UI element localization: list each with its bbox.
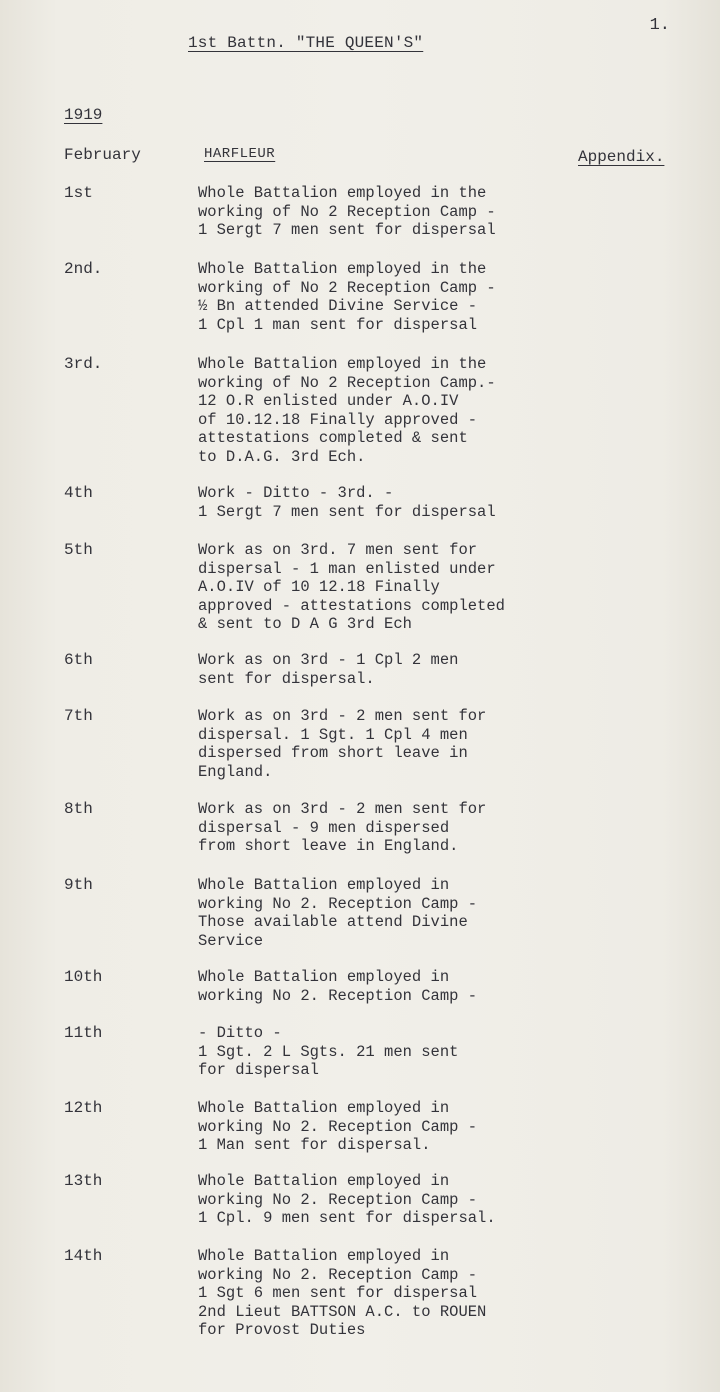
entry-text: - Ditto - 1 Sgt. 2 L Sgts. 21 men sent for dispersal [198,1024,459,1079]
entry-text: Whole Battalion employed in working No 2. Reception Camp - 1 Man sent for dispersal. [198,1099,478,1154]
place-heading: HARFLEUR [204,146,276,162]
year-heading: 1919 [64,106,103,124]
entry-date: 5th [64,541,93,559]
page-title: 1st Battn. "THE QUEEN'S" [188,34,424,52]
entry-text: Whole Battalion employed in the working of No 2 Reception Camp.- 12 O.R enlisted under A.O.IV of 10.12.18 Finally approved - attestations completed & sent to D.A.G. 3rd Ech. [198,355,496,466]
entry-date: 2nd. [64,260,103,278]
entry-date: 11th [64,1024,103,1042]
entry-text: Whole Battalion employed in the working of No 2 Reception Camp - 1 Sergt 7 men sent for dispersal [198,184,496,239]
entry-date: 4th [64,484,93,502]
page-number: 1. [649,16,670,35]
entry-text: Work as on 3rd - 2 men sent for dispersal. 1 Sgt. 1 Cpl 4 men dispersed from short leave in England. [198,707,487,781]
entry-date: 9th [64,876,93,894]
entry-text: Work - Ditto - 3rd. - 1 Sergt 7 men sent for dispersal [198,484,496,521]
entry-date: 1st [64,184,93,202]
entry-text: Whole Battalion employed in working No 2. Reception Camp - 1 Sgt 6 men sent for dispersal 2nd Lieut BATTSON A.C. to ROUEN for Provost Duties [198,1247,487,1339]
entry-text: Whole Battalion employed in working No 2. Reception Camp - [198,968,478,1005]
entry-text: Work as on 3rd. 7 men sent for dispersal - 1 man enlisted under A.O.IV of 10 12.18 Finally approved - attestations completed & sent to D A G 3rd Ech [198,541,505,633]
entry-text: Work as on 3rd - 2 men sent for dispersal - 9 men dispersed from short leave in England. [198,800,487,855]
month-heading: February [64,146,141,164]
appendix-heading: Appendix. [578,148,665,166]
entry-date: 3rd. [64,355,103,373]
entry-text: Whole Battalion employed in working No 2. Reception Camp - 1 Cpl. 9 men sent for dispersal. [198,1172,496,1227]
entry-date: 8th [64,800,93,818]
entry-date: 13th [64,1172,103,1190]
entry-date: 14th [64,1247,103,1265]
entry-text: Whole Battalion employed in working No 2. Reception Camp - Those available attend Divine Service [198,876,478,950]
entry-date: 6th [64,651,93,669]
entry-text: Work as on 3rd - 1 Cpl 2 men sent for dispersal. [198,651,459,688]
entry-date: 12th [64,1099,103,1117]
entry-date: 10th [64,968,103,986]
entry-date: 7th [64,707,93,725]
entry-text: Whole Battalion employed in the working of No 2 Reception Camp - ½ Bn attended Divine Service - 1 Cpl 1 man sent for dispersal [198,260,496,334]
